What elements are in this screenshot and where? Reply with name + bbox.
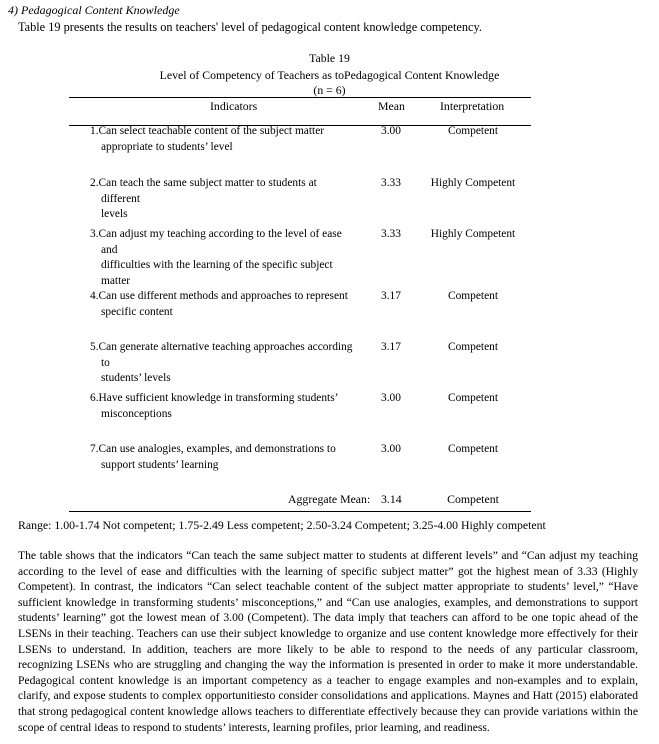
aggregate-interpretation: Competent xyxy=(447,492,499,506)
header-mean: Mean xyxy=(378,99,405,113)
indicator-line: and xyxy=(101,243,118,256)
indicator-line: misconceptions xyxy=(101,407,172,420)
indicator-line: 1.Can select teachable content of the subject matter xyxy=(90,125,325,137)
mean-cell: 3.00 xyxy=(381,443,401,455)
table-top-rule xyxy=(69,97,531,98)
header-indicators: Indicators xyxy=(210,99,258,113)
indicator-line: 3.Can adjust my teaching according to the level of ease xyxy=(90,228,342,240)
interpretation-cell: Competent xyxy=(448,290,498,302)
interpretation-cell: Competent xyxy=(448,443,498,455)
indicator-line: appropriate to students’ level xyxy=(101,140,233,153)
indicator-cell xyxy=(90,391,362,422)
indicator-cell xyxy=(90,176,362,223)
indicator-cell xyxy=(90,124,362,155)
interpretation-cell: Highly Competent xyxy=(430,228,516,240)
intro-sentence: Table 19 presents the results on teachers' level of pedagogical content knowledge competency. xyxy=(18,20,482,34)
indicator-line: support students’ learning xyxy=(101,458,219,471)
header-interpretation: Interpretation xyxy=(440,99,505,113)
indicator-cell xyxy=(90,227,362,289)
interpretation-cell: Competent xyxy=(448,125,498,137)
aggregate-mean-value: 3.14 xyxy=(381,492,402,506)
section-heading: 4) Pedagogical Content Knowledge xyxy=(8,3,180,17)
table-title: Level of Competency of Teachers as toPedagogical Content Knowledge xyxy=(159,68,500,82)
interpretation-cell: Highly Competent xyxy=(430,177,516,189)
table-bottom-rule xyxy=(69,511,531,512)
range-note: Range: 1.00-1.74 Not competent; 1.75-2.49 Less competent; 2.50-3.24 Competent; 3.25-4.00 Highly competent xyxy=(18,518,546,532)
mean-cell: 3.17 xyxy=(381,341,401,353)
interpretation-cell: Competent xyxy=(448,341,498,353)
indicator-line: matter xyxy=(101,274,131,287)
indicator-line: levels xyxy=(101,208,128,220)
mean-cell: 3.00 xyxy=(381,392,401,404)
indicator-line: 2.Can teach the same subject matter to students at xyxy=(90,177,317,189)
body-paragraph: The table shows that the indicators “Can teach the same subject matter to students at different levels” and “Can adjust my teaching according to the level of ease and difficulties with the learning of specific subject matter” got the highest mean of 3.33 (Highly Competent). In contrast, the indicators “Can select teachable content of the subject matter appropriate to students’ level,” “Have sufficient knowledge in transforming students’ misconceptions,” and “Can use analogies, examples, and demonstrations to support students’ learning” got the lowest mean of 3.00 (Competent). The data imply that teachers can afford to be one topic ahead of the LSENs in their teaching. Teachers can use their subject knowledge to organize and use content knowledge more effectively for their LSENs to understand. In addition, teachers are more likely to be able to respond to the needs of any particular classroom, recognizing LSENs who are struggling and changing the way the information is presented in order to make it more understandable. Pedagogical content knowledge is an important competency as a teacher to engage examples and non-examples and to explain, clarify, and expose students to complex opportunitiesto consider consolidations and applications. Maynes and Hatt (2015) elaborated that strong pedagogical content knowledge allows teachers to differentiate effectively because they can provide variations within the scope of central ideas to respond to students’ interests, learning profiles, prior learning, and readiness. xyxy=(18,549,638,734)
table-number: Table 19 xyxy=(309,51,350,65)
aggregate-mean-label: Aggregate Mean: xyxy=(288,492,371,506)
indicator-line: 6.Have sufficient knowledge in transforming students’ xyxy=(90,392,339,404)
indicator-line: 7.Can use analogies, examples, and demonstrations to xyxy=(90,443,336,455)
indicator-line: difficulties with the learning of the specific subject xyxy=(101,259,333,271)
indicator-cell xyxy=(90,340,362,387)
indicator-line: 5.Can generate alternative teaching approaches according xyxy=(90,341,353,353)
indicator-line: different xyxy=(101,192,141,205)
indicator-cell xyxy=(90,289,362,320)
indicator-cell xyxy=(90,442,362,473)
mean-cell: 3.33 xyxy=(381,177,401,189)
mean-cell: 3.00 xyxy=(381,125,401,137)
indicator-line: 4.Can use different methods and approaches to represent xyxy=(90,290,348,302)
interpretation-cell: Competent xyxy=(448,392,498,404)
indicator-line: to xyxy=(101,356,110,369)
mean-cell: 3.33 xyxy=(381,228,401,240)
indicator-line: specific content xyxy=(101,305,173,318)
indicator-line: students’ levels xyxy=(101,372,171,384)
mean-cell: 3.17 xyxy=(381,290,401,302)
table-sample-size: (n = 6) xyxy=(313,83,346,97)
